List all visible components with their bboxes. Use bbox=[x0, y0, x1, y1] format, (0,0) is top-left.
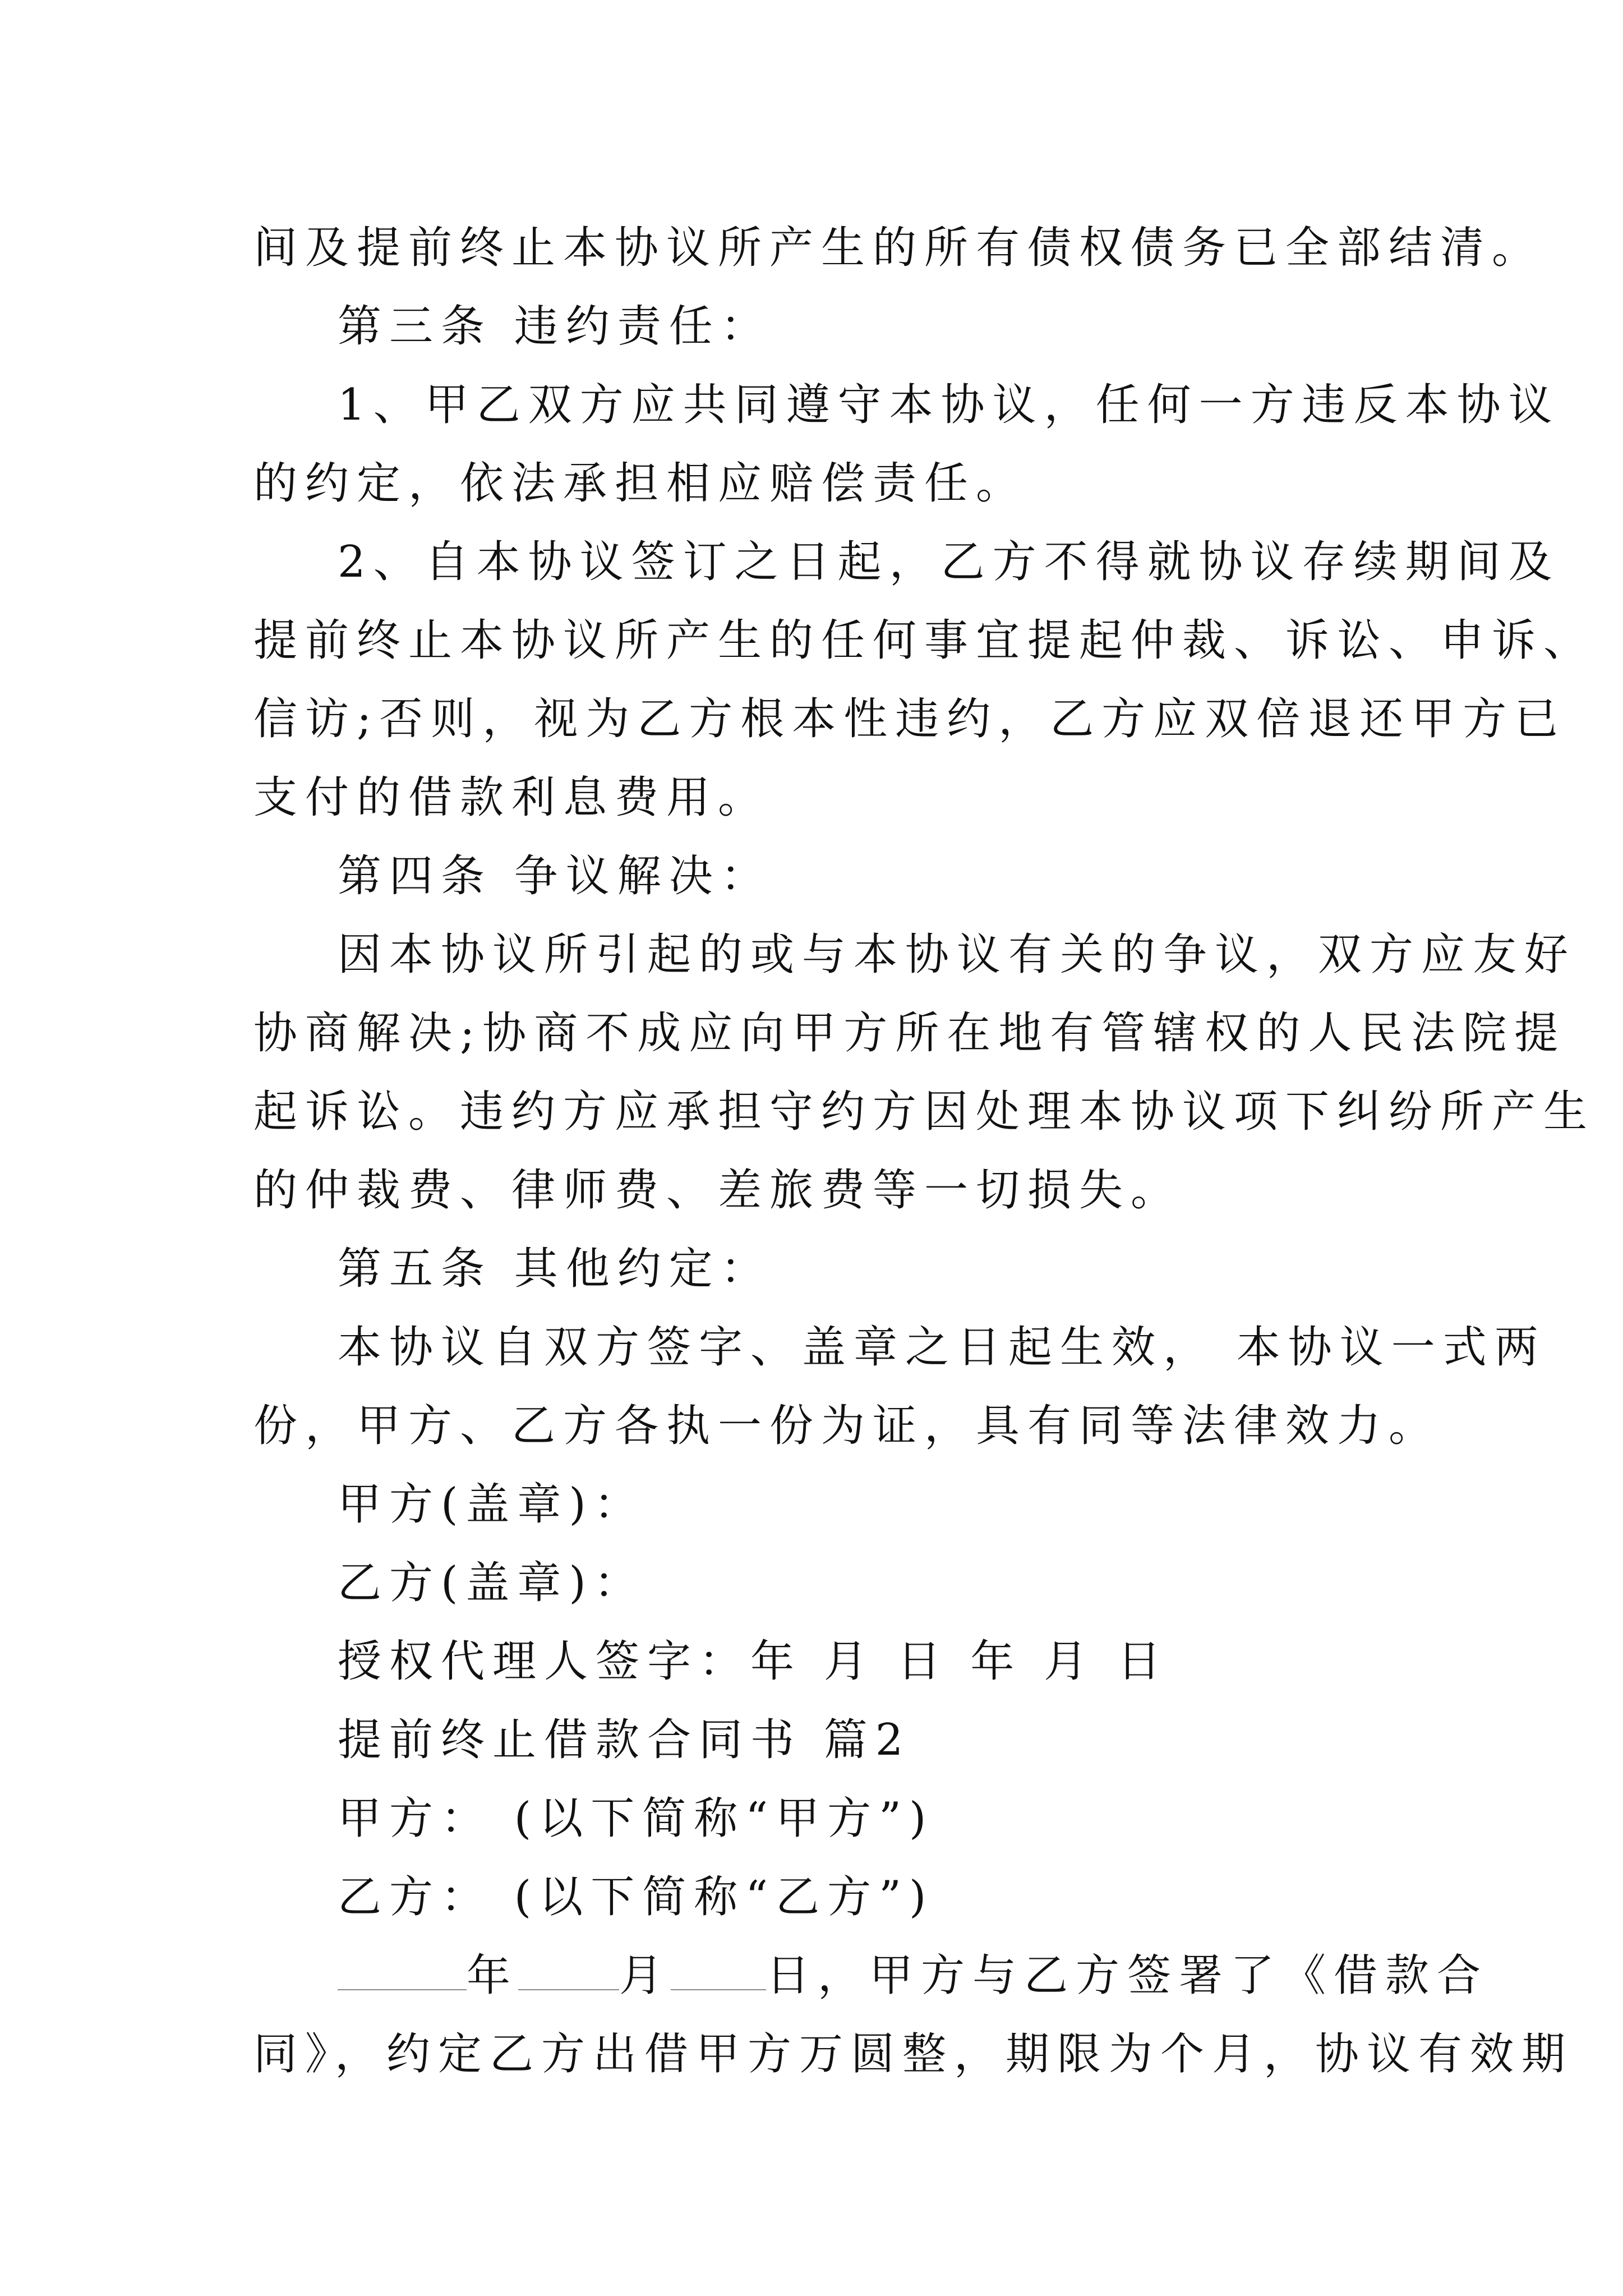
paragraph-line: 1、甲乙双方应共同遵守本协议，任何一方违反本协议 bbox=[338, 380, 1560, 430]
signature-date-line: 授权代理人签字：年 月 日 年 月 日 bbox=[338, 1636, 1169, 1687]
paragraph-line: 因本协议所引起的或与本协议有关的争议，双方应友好 bbox=[338, 930, 1576, 980]
paragraph-line: 协商解决;协商不成应向甲方所在地有管辖权的人民法院提 bbox=[253, 1008, 1566, 1059]
paragraph-line: 提前终止本协议所产生的任何事宜提起仲裁、诉讼、申诉、 bbox=[253, 615, 1596, 666]
paragraph-line: 的约定，依法承担相应赔偿责任。 bbox=[253, 458, 1028, 509]
year-blank bbox=[338, 1950, 467, 1990]
party-a-seal-line: 甲方(盖章)： bbox=[338, 1479, 645, 1530]
paragraph-line: 间及提前终止本协议所产生的所有债权债务已全部结清。 bbox=[253, 223, 1544, 273]
year-label: 年 bbox=[467, 1950, 519, 2001]
paragraph-line: 的仲裁费、律师费、差旅费等一切损失。 bbox=[253, 1165, 1183, 1216]
party-b-line: 乙方： (以下简称“乙方”) bbox=[338, 1872, 934, 1922]
day-blank bbox=[671, 1950, 766, 1990]
paragraph-line: 本协议自双方签字、盖章之日起生效， 本协议一式两 bbox=[338, 1322, 1546, 1373]
paragraph-line: 信访;否则，视为乙方根本性违约，乙方应双倍退还甲方已 bbox=[253, 694, 1566, 744]
contract-date-line bbox=[253, 1936, 1489, 2015]
paragraph-line: 2、自本协议签订之日起，乙方不得就协议存续期间及 bbox=[338, 537, 1560, 587]
party-a-line: 甲方： (以下简称“甲方”) bbox=[338, 1793, 934, 1844]
section-title: 提前终止借款合同书 篇2 bbox=[338, 1715, 911, 1765]
paragraph-line: 份，甲方、乙方各执一份为证，具有同等法律效力。 bbox=[253, 1401, 1441, 1451]
article-3-heading: 第三条 违约责任： bbox=[338, 301, 772, 352]
paragraph-line: 起诉讼。违约方应承担守约方因处理本协议项下纠纷所产生 bbox=[253, 1087, 1596, 1137]
month-label: 月 bbox=[619, 1950, 671, 2001]
article-4-heading: 第四条 争议解决： bbox=[338, 851, 772, 901]
date-line-rest: 日，甲方与乙方签署了《借款合 bbox=[766, 1950, 1489, 2001]
party-b-seal-line: 乙方(盖章)： bbox=[338, 1558, 645, 1608]
article-5-heading: 第五条 其他约定： bbox=[338, 1244, 772, 1294]
paragraph-line: 同》，约定乙方出借甲方万圆整，期限为个月，协议有效期 bbox=[253, 2029, 1574, 2079]
paragraph-line: 支付的借款利息费用。 bbox=[253, 772, 770, 823]
month-blank bbox=[518, 1950, 619, 1990]
document-body bbox=[253, 209, 1596, 2093]
